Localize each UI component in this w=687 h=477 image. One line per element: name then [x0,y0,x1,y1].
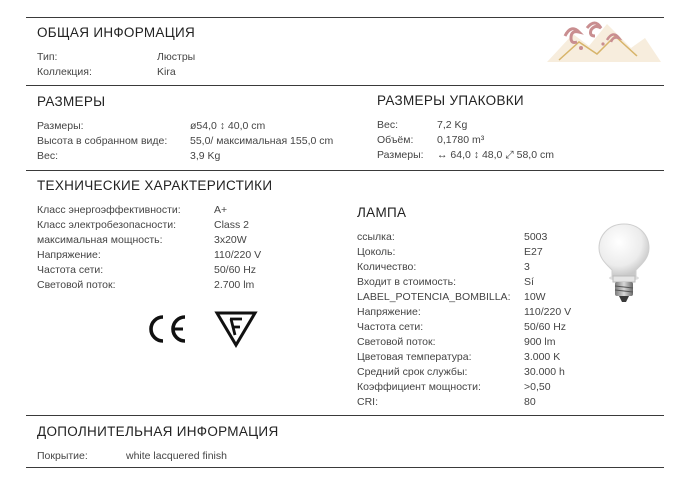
sizes-title: РАЗМЕРЫ [37,94,106,109]
tech-label: Световой поток: [37,279,116,291]
lamp-value: 3 [524,261,530,273]
ce-mark-icon [145,313,189,345]
lamp-label: Количество: [357,261,417,273]
package-weight-label: Вес: [377,119,399,131]
tech-value: 2.700 lm [214,279,255,291]
tech-label: максимальная мощность: [37,234,163,246]
lamp-title: ЛАМПА [357,205,407,220]
package-weight-value: 7,2 Kg [437,119,468,131]
general-title: ОБЩАЯ ИНФОРМАЦИЯ [37,25,196,40]
additional-title: ДОПОЛНИТЕЛЬНАЯ ИНФОРМАЦИЯ [37,424,279,439]
lamp-label: Коэффициент мощности: [357,381,481,393]
lamp-value: 50/60 Hz [524,321,567,333]
divider-general-bottom [26,85,664,86]
package-dimensions-label: Размеры: [377,149,424,161]
tech-label: Частота сети: [37,264,104,276]
divider-bottom [26,467,664,468]
tech-value: Class 2 [214,219,250,231]
lamp-value: 80 [524,396,536,408]
additional-finish-label: Покрытие: [37,450,88,462]
lamp-label: Средний срок службы: [357,366,468,378]
lamp-value: Sí [524,276,534,288]
lamp-value: 110/220 V [524,306,572,318]
general-collection-label: Коллекция: [37,66,92,78]
light-bulb-icon [596,222,652,306]
lamp-label: LABEL_POTENCIA_BOMBILLA: [357,291,511,303]
lamp-value: 5003 [524,231,548,243]
lamp-label: CRI: [357,396,378,408]
tech-label: Напряжение: [37,249,101,261]
lamp-label: Напряжение: [357,306,421,318]
lamp-label: ссылка: [357,231,395,243]
sizes-dimensions-label: Размеры: [37,120,84,132]
lamp-value: E27 [524,246,543,258]
lamp-value: 900 lm [524,336,556,348]
package-dimensions-value: ↔ 64,0 ↕ 48,0 ⤢ 58,0 cm [437,149,554,161]
brand-logo-icon [545,14,663,64]
general-type-value: Люстры [157,51,196,63]
general-type-label: Тип: [37,51,58,63]
lamp-label: Световой поток: [357,336,436,348]
general-collection-value: Kira [157,66,176,78]
lamp-label: Цветовая температура: [357,351,472,363]
sizes-weight-value: 3,9 Kg [190,150,221,162]
divider-sizes-bottom [26,170,664,171]
additional-finish-value: white lacquered finish [126,450,227,462]
tech-value: 3x20W [214,234,247,246]
lamp-label: Входит в стоимость: [357,276,456,288]
package-volume-label: Объём: [377,134,414,146]
tech-value: 50/60 Hz [214,264,257,276]
package-volume-value: 0,1780 m³ [437,134,485,146]
tech-label: Класс энергоэффективности: [37,204,181,216]
divider-tech-bottom [26,415,664,416]
lamp-value: 30.000 h [524,366,565,378]
lamp-value: 10W [524,291,546,303]
sizes-dimensions-value: ø54,0 ↕ 40,0 cm [190,120,266,132]
lamp-label: Цоколь: [357,246,396,258]
sizes-height-value: 55,0/ максимальная 155,0 cm [190,135,334,147]
tech-value: A+ [214,204,228,216]
sizes-weight-label: Вес: [37,150,59,162]
lamp-value: >0,50 [524,381,551,393]
tech-label: Класс электробезопасности: [37,219,177,231]
sizes-height-label: Высота в собранном виде: [37,135,168,147]
tech-title: ТЕХНИЧЕСКИЕ ХАРАКТЕРИСТИКИ [37,178,273,193]
package-title: РАЗМЕРЫ УПАКОВКИ [377,93,524,108]
lamp-label: Частота сети: [357,321,424,333]
lamp-value: 3.000 K [524,351,561,363]
f-mark-icon [214,310,258,348]
tech-value: 110/220 V [214,249,262,261]
